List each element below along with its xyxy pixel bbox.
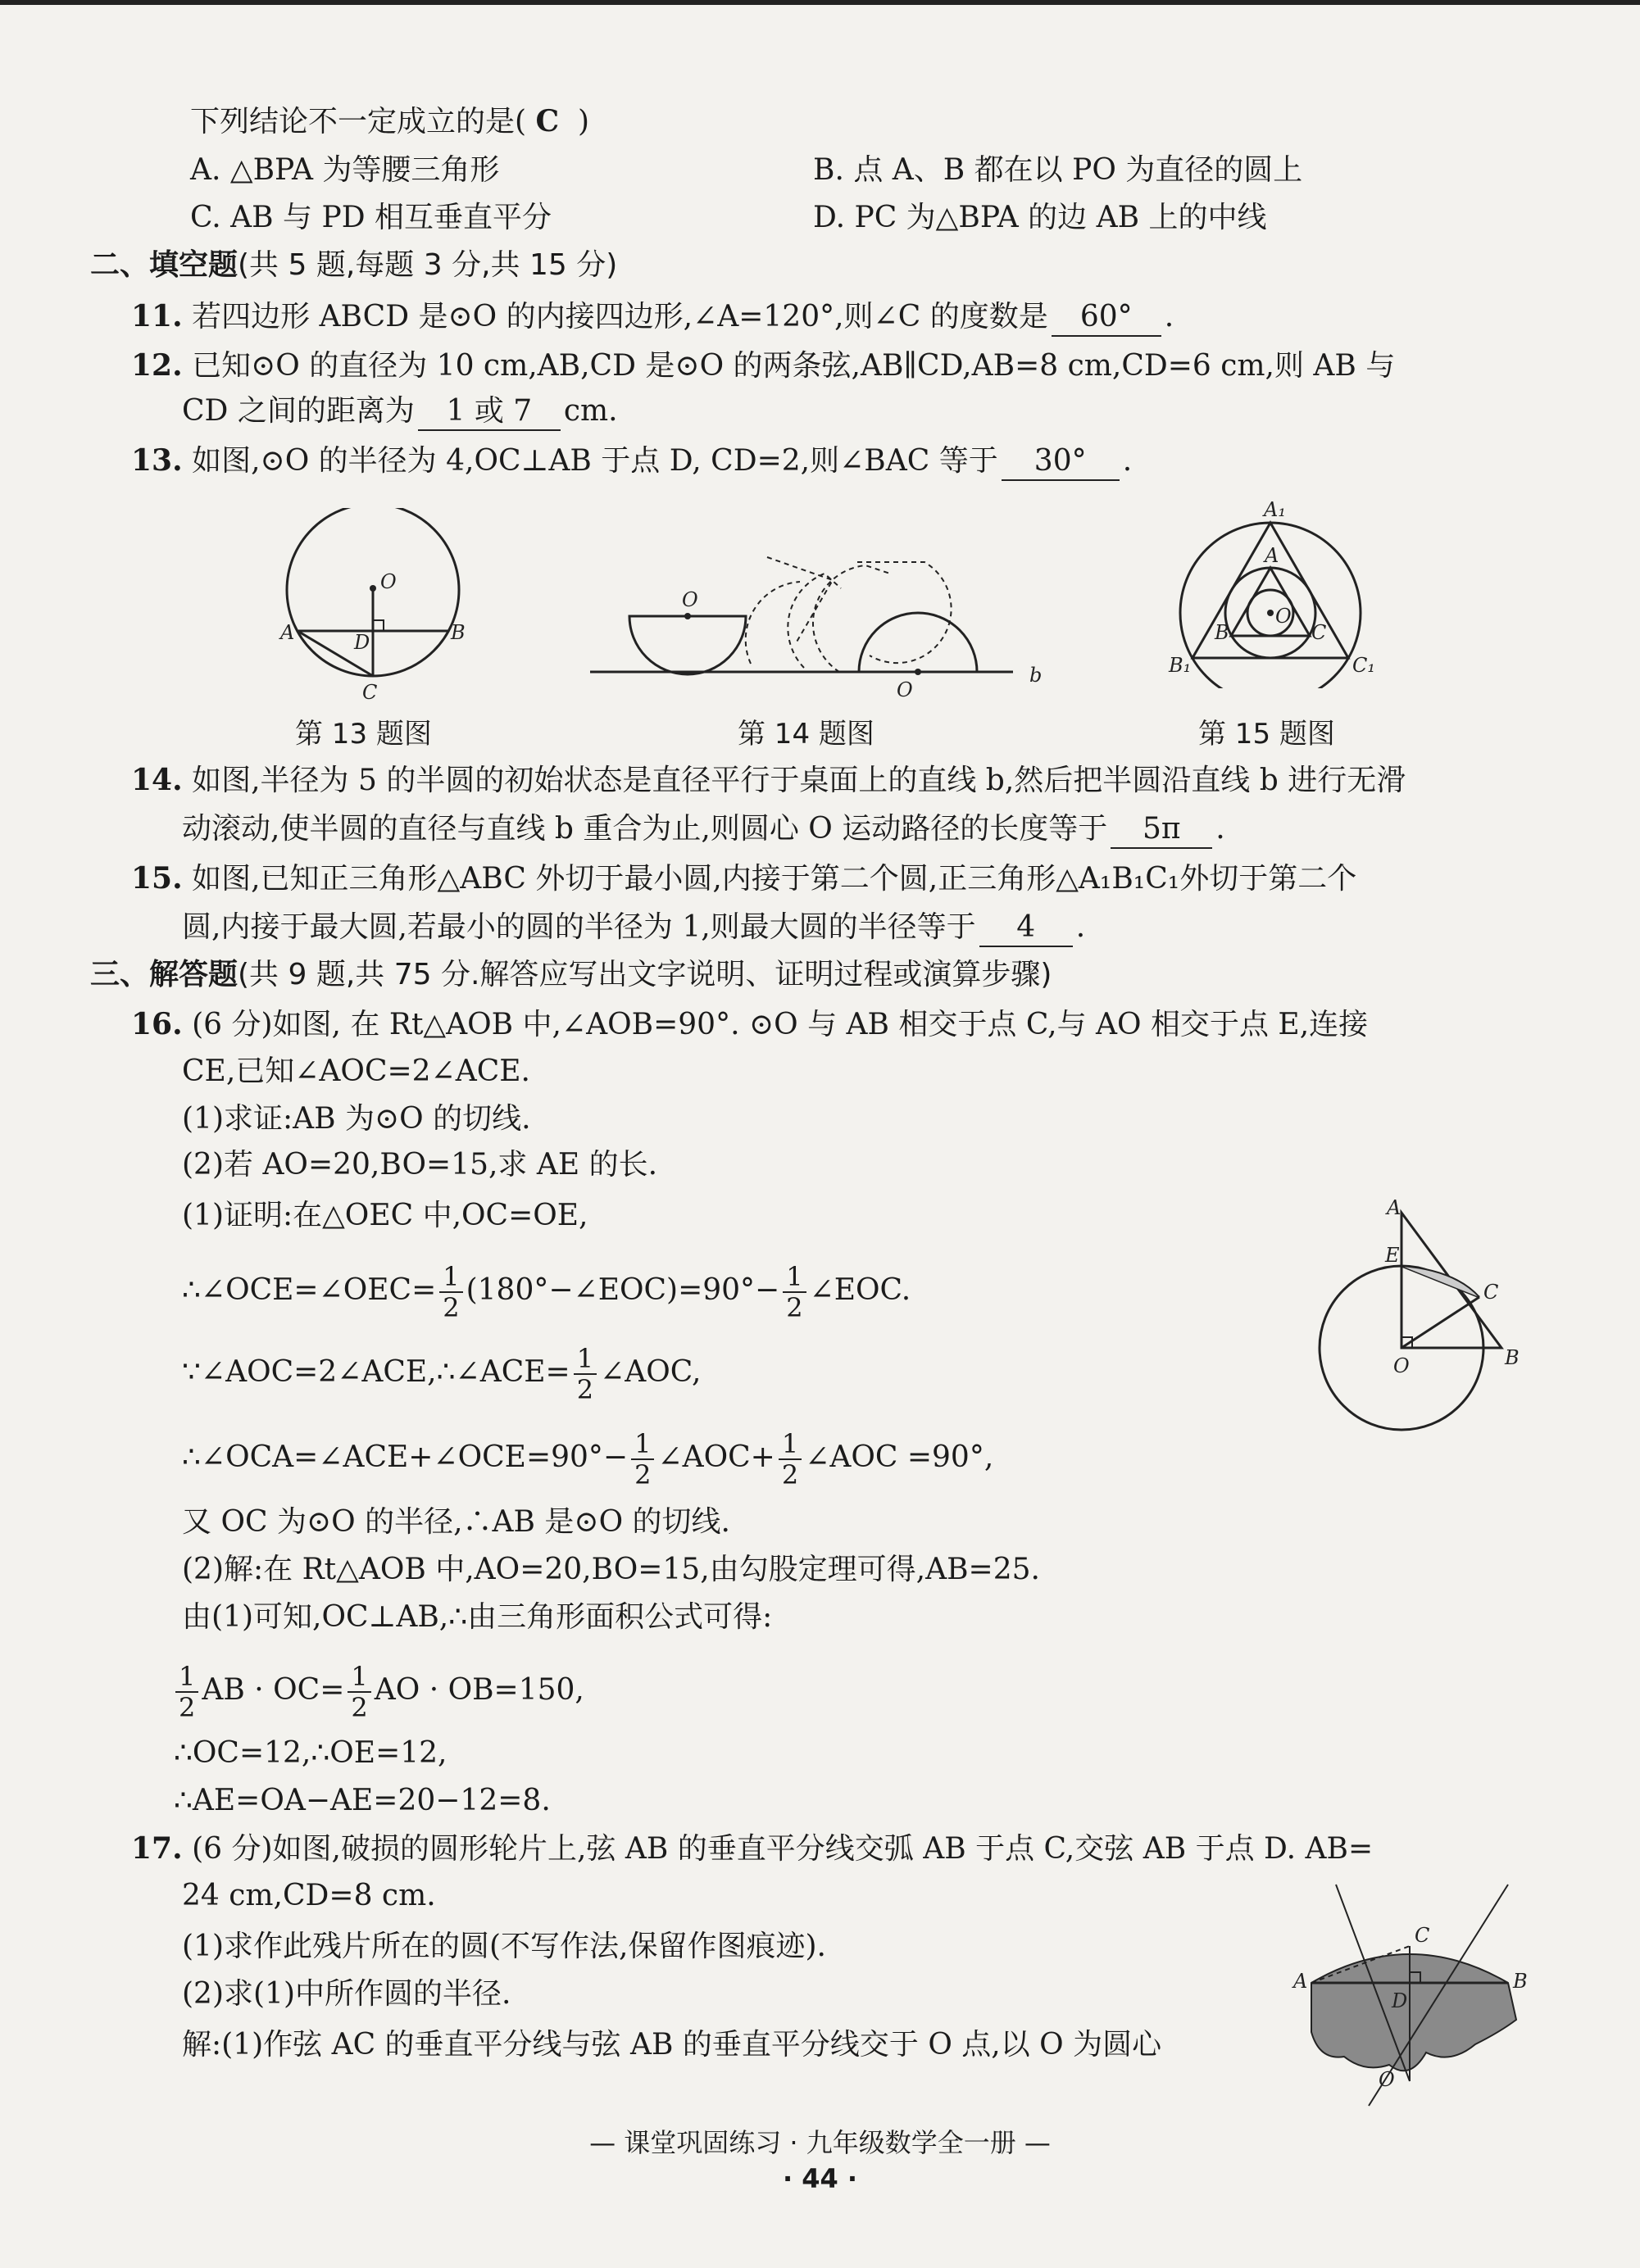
- q15-line2: 圆,内接于最大圆,若最小的圆的半径为 1,则最大圆的半径等于 4 .: [182, 909, 1085, 947]
- f17-label-o: O: [1379, 2068, 1395, 2091]
- q10-option-a: A. △BPA 为等腰三角形: [190, 153, 500, 187]
- figure-14-caption: 第 14 题图: [738, 718, 875, 751]
- f16-label-b: B: [1505, 1346, 1520, 1369]
- q14-answer: 5π: [1111, 811, 1212, 849]
- f13-label-a: A: [280, 621, 295, 644]
- q16-solution-3: ∵∠AOC=2∠ACE,∴∠ACE= $\frac{1}{2}$ ∠AOC,: [182, 1343, 702, 1405]
- q12-line1: 12. 已知⊙O 的直径为 10 cm,AB,CD 是⊙O 的两条弦,AB∥CD,AB=8 cm,CD=6 cm,则 AB 与: [131, 348, 1396, 383]
- figure-13-caption: 第 13 题图: [295, 718, 432, 751]
- f13-label-c: C: [362, 681, 378, 704]
- q10-option-d: D. PC 为△BPA 的边 AB 上的中线: [813, 201, 1267, 234]
- q10-option-c: C. AB 与 PD 相互垂直平分: [190, 201, 552, 234]
- f15-label-b: B: [1215, 621, 1229, 644]
- top-rule: [0, 0, 1640, 5]
- page-number: · 44 ·: [782, 2163, 858, 2194]
- fraction: $\frac{1}{2}$: [574, 1344, 597, 1404]
- q14-line2: 动滚动,使半圆的直径与直线 b 重合为止,则圆心 O 运动路径的长度等于 5π .: [182, 811, 1225, 849]
- q11-answer: 60°: [1052, 299, 1161, 337]
- q16-solution-5: 又 OC 为⊙O 的半径,∴AB 是⊙O 的切线.: [182, 1505, 730, 1539]
- q16-solution-1: (1)证明:在△OEC 中,OC=OE,: [182, 1199, 588, 1232]
- q17-part2: (2)求(1)中所作圆的半径.: [182, 1977, 511, 2011]
- f14-label-o-end: O: [897, 678, 913, 701]
- f13-label-d: D: [354, 631, 370, 654]
- q14-line1: 14. 如图,半径为 5 的半圆的初始状态是直径平行于桌面上的直线 b,然后把半圆沿直线 b 进行无滑: [131, 763, 1406, 797]
- f17-label-c: C: [1415, 1924, 1430, 1947]
- q16-line1: 16. (6 分)如图, 在 Rt△AOB 中,∠AOB=90°. ⊙O 与 AB 相交于点 C,与 AO 相交于点 E,连接: [131, 1007, 1369, 1041]
- fraction: $\frac{1}{2}$: [779, 1429, 802, 1490]
- f17-label-a: A: [1293, 1970, 1308, 1993]
- f14-label-b: b: [1029, 664, 1043, 687]
- q16-part1: (1)求证:AB 为⊙O 的切线.: [182, 1102, 531, 1136]
- section2-heading: 二、填空题(共 5 题,每题 3 分,共 15 分): [90, 248, 618, 282]
- q17-line2: 24 cm,CD=8 cm.: [182, 1879, 436, 1912]
- q16-solution-8: $\frac{1}{2}$ AB · OC= $\frac{1}{2}$ AO · OB=150,: [172, 1662, 584, 1722]
- q15-answer: 4: [979, 909, 1073, 947]
- q17-part1: (1)求作此残片所在的圆(不写作法,保留作图痕迹).: [182, 1930, 826, 1963]
- q13: 13. 如图,⊙O 的半径为 4,OC⊥AB 于点 D, CD=2,则∠BAC 等于 30° .: [131, 442, 1132, 481]
- section3-heading: 三、解答题(共 9 题,共 75 分.解答应写出文字说明、证明过程或演算步骤): [90, 958, 1052, 991]
- q16-solution-9: ∴OC=12,∴OE=12,: [174, 1736, 447, 1770]
- f15-label-o: O: [1275, 605, 1292, 628]
- q10-option-b: B. 点 A、B 都在以 PO 为直径的圆上: [813, 153, 1303, 187]
- q12-answer: 1 或 7: [418, 393, 561, 431]
- figure-16: [1311, 1196, 1541, 1434]
- f15-label-c1: C₁: [1352, 654, 1375, 677]
- f17-label-d: D: [1392, 1989, 1408, 2012]
- fraction: $\frac{1}{2}$: [631, 1429, 654, 1490]
- f14-label-o-start: O: [682, 588, 698, 611]
- q17-solution-1: 解:(1)作弦 AC 的垂直平分线与弦 AB 的垂直平分线交于 O 点,以 O 为圆心: [182, 2028, 1162, 2062]
- f13-label-o: O: [380, 570, 397, 593]
- q17-line1: 17. (6 分)如图,破损的圆形轮片上,弦 AB 的垂直平分线交弧 AB 于点 C,交弦 AB 于点 D. AB=: [131, 1831, 1374, 1866]
- figure-15-caption: 第 15 题图: [1198, 718, 1335, 751]
- f15-label-c: C: [1311, 621, 1327, 644]
- q16-solution-10: ∴AE=OA−AE=20−12=8.: [174, 1784, 551, 1817]
- q12-line2: CD 之间的距离为 1 或 7 cm.: [182, 393, 618, 431]
- figure-15: [1164, 492, 1393, 688]
- f15-label-b1: B₁: [1169, 654, 1192, 677]
- fraction: $\frac{1}{2}$: [439, 1262, 462, 1322]
- figure-13: [270, 508, 484, 705]
- q11: 11. 若四边形 ABCD 是⊙O 的内接四边形,∠A=120°,则∠C 的度数是 60° .: [131, 298, 1174, 337]
- q16-solution-7: 由(1)可知,OC⊥AB,∴由三角形面积公式可得:: [182, 1600, 773, 1634]
- f15-label-a1: A₁: [1264, 498, 1286, 521]
- fraction: $\frac{1}{2}$: [783, 1262, 806, 1322]
- f16-label-a: A: [1387, 1196, 1401, 1219]
- f16-label-c: C: [1483, 1281, 1499, 1304]
- f17-label-b: B: [1513, 1970, 1528, 1993]
- q15-line1: 15. 如图,已知正三角形△ABC 外切于最小圆,内接于第二个圆,正三角形△A₁B₁C₁外切于第二个: [131, 861, 1357, 896]
- q16-line2: CE,已知∠AOC=2∠ACE.: [182, 1055, 530, 1088]
- figure-14: [587, 541, 1062, 705]
- q10-stem: 下列结论不一定成立的是( C ): [190, 104, 590, 138]
- q16-solution-2: ∴∠OCE=∠OEC= $\frac{1}{2}$ (180°−∠EOC)=90°− $\frac{1}{2}$ ∠EOC.: [182, 1261, 911, 1323]
- fraction: $\frac{1}{2}$: [348, 1662, 370, 1722]
- f16-label-o: O: [1393, 1354, 1410, 1377]
- f16-label-e: E: [1385, 1244, 1400, 1267]
- f13-label-b: B: [451, 621, 466, 644]
- fraction: $\frac{1}{2}$: [175, 1662, 198, 1722]
- q13-answer: 30°: [1002, 443, 1120, 481]
- figure-17: [1287, 1876, 1533, 2114]
- q16-solution-4: ∴∠OCA=∠ACE+∠OCE=90°− $\frac{1}{2}$ ∠AOC+ $\frac{1}{2}$ ∠AOC =90°,: [182, 1428, 994, 1490]
- q16-solution-6: (2)解:在 Rt△AOB 中,AO=20,BO=15,由勾股定理可得,AB=25.: [182, 1553, 1040, 1586]
- f15-label-a: A: [1265, 544, 1279, 567]
- q10-answer: C: [535, 104, 560, 138]
- q16-part2: (2)若 AO=20,BO=15,求 AE 的长.: [182, 1148, 658, 1182]
- footer-title: — 课堂巩固练习 · 九年级数学全一册 —: [589, 2127, 1051, 2158]
